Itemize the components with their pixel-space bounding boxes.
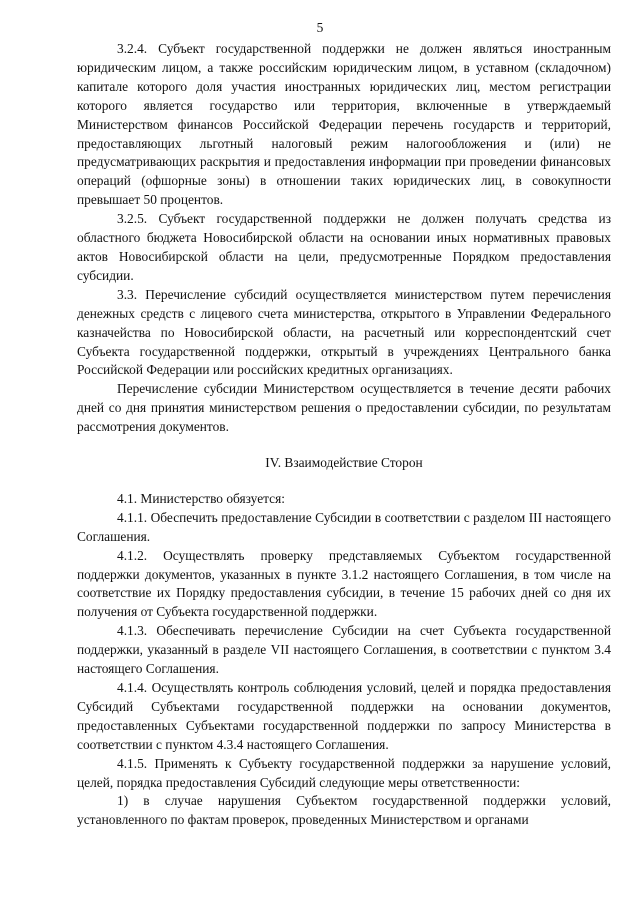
paragraph-4-1: 4.1. Министерство обязуется: [117, 490, 285, 506]
paragraph-transfer-terms: Перечисление субсидии Министерством осуществляется в течение десяти рабочих дней со дня принятия министерством решения о предоставлении субсидии, по результатам рассмотрения документов. [77, 381, 611, 435]
paragraph-4-1-3: 4.1.3. Обеспечивать перечисление Субсидии на счет Субъекта государственной поддержки, указанный в разделе VII настоящего Соглашения, в соответствии с пунктом 3.4 настоящего Соглашения. [77, 623, 611, 677]
page-number: 5 [316, 20, 324, 35]
paragraph-4-1-1: 4.1.1. Обеспечить предоставление Субсидии в соответствии с разделом III настоящего Соглашения. [77, 509, 611, 544]
paragraph-4-1-2: 4.1.2. Осуществлять проверку представляемых Субъектом государственной поддержки документов, указанных в пункте 3.1.2 настоящего Соглашения, в том числе на соответствие их Порядку предоставления субсидии, в течение 15 рабочих дней со дня их получения от Субъекта государственной поддержки. [77, 547, 611, 620]
document-body [77, 40, 611, 830]
paragraph-3-3: 3.3. Перечисление субсидий осуществляется министерством путем перечисления денежных средств с лицевого счета министерства, открытого в Управлении Федерального казначейства по Новосибирской области, на расчетный или корреспондентский счет Субъекта государственной поддержки, открытый в учреждениях Центрального банка Российской Федерации или российских кредитных организациях. [77, 286, 611, 378]
paragraph-4-1-4: 4.1.4. Осуществлять контроль соблюдения условий, целей и порядка предоставления Субсидий Субъектами государственной поддержки на основании документов, предоставленных Субъектами государственной поддержки по запросу Министерства в соответствии с пунктом 4.3.4 настоящего Соглашения. [77, 680, 611, 752]
paragraph-3-2-4: 3.2.4. Субъект государственной поддержки не должен являться иностранным юридическим лицом, а также российским юридическим лицом, в уставном (складочном) капитале которого доля участия иностранных юридических лиц, местом регистрации которого является государство или территория, включенные в утверждаемый Министерством финансов Российской Федерации перечень государств и территорий, предоставляющих льготный налоговый режим налогообложения и (или) не предусматривающих раскрытия и предоставления информации при проведении финансовых операций (офшорные зоны) в отношении таких юридических лиц, в совокупности превышает 50 процентов. [77, 41, 611, 208]
section-title: IV. Взаимодействие Сторон [265, 455, 423, 471]
paragraph-item-1: 1) в случае нарушения Субъектом государственной поддержки условий, установленного по фактам проверок, проведенных Министерством и органами [77, 793, 611, 828]
paragraph-3-2-5: 3.2.5. Субъект государственной поддержки не должен получать средства из областного бюджета Новосибирской области на основании иных нормативных правовых актов Новосибирской области на цели, предусмотренные Порядком предоставления субсидии. [77, 211, 611, 283]
paragraph-4-1-5: 4.1.5. Применять к Субъекту государственной поддержки за нарушение условий, целей, порядка предоставления Субсидий следующие меры ответственности: [77, 755, 611, 790]
